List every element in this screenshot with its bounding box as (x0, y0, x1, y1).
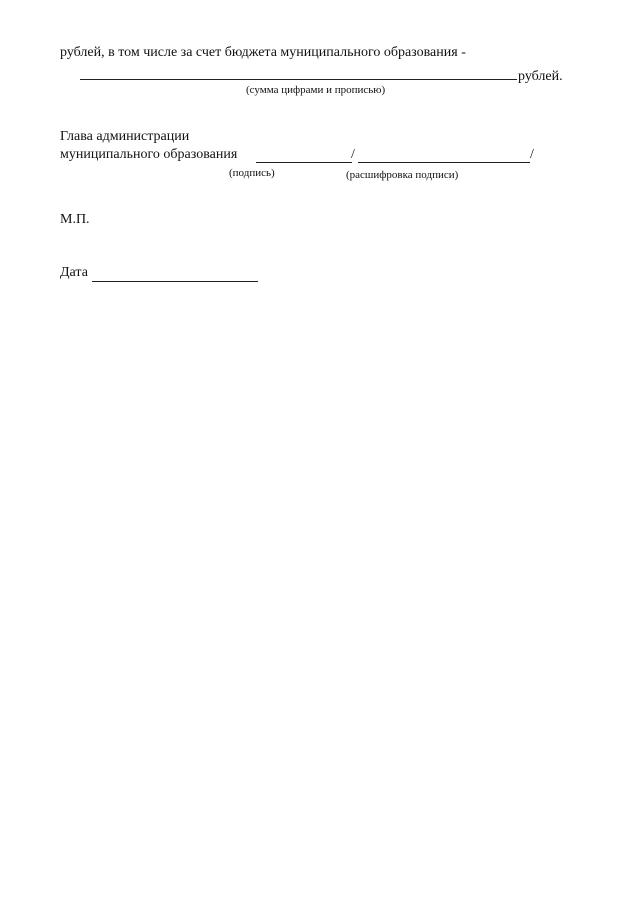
date-label: Дата (60, 265, 88, 280)
date-blank-line[interactable] (92, 281, 258, 282)
stamp-place-label: М.П. (60, 212, 90, 227)
amount-caption: (сумма цифрами и прописью) (246, 84, 386, 96)
signature-separator-slash: / (351, 147, 355, 162)
rubles-suffix: рублей. (518, 69, 563, 84)
signature-caption: (подпись) (229, 167, 275, 179)
signature-decoding-blank-line[interactable] (358, 162, 530, 163)
signature-blank-line[interactable] (256, 162, 352, 163)
amount-blank-line[interactable] (80, 79, 517, 80)
position-title-line2: муниципального образования (60, 147, 238, 162)
position-title-line1: Глава администрации (60, 129, 190, 144)
signature-closing-slash: / (530, 147, 534, 162)
signature-decoding-caption: (расшифровка подписи) (346, 169, 459, 181)
budget-sentence: рублей, в том числе за счет бюджета муниципального образования - (60, 45, 466, 60)
